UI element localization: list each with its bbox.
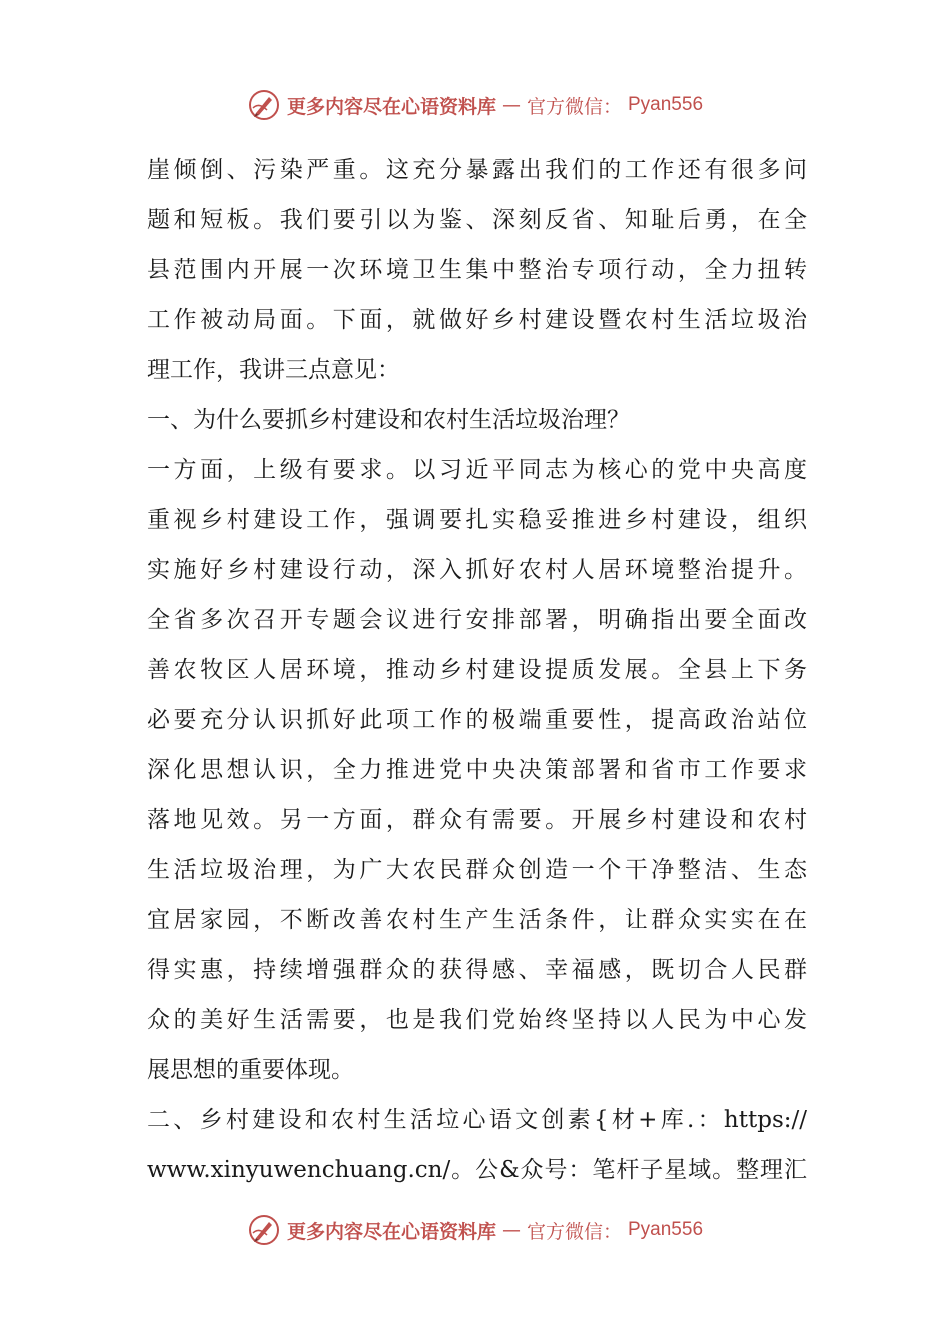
header-watermark: [0, 85, 950, 125]
watermark-official-label: 官方微信：: [526, 95, 622, 118]
body-line: 崖倾倒、污染严重。这充分暴露出我们的工作还有很多问: [147, 157, 807, 183]
watermark-wechat-id: Pyan556: [628, 94, 704, 115]
body-line: 县范围内开展一次环境卫生集中整治专项行动，全力扭转: [147, 257, 807, 283]
body-line: 题和短板。我们要引以为鉴、深刻反省、知耻后勇，在全: [147, 207, 807, 233]
body-line: www.xinyuwenchuang.cn/。公&众号：笔杆子星域。整理汇: [147, 1157, 807, 1183]
body-line: 一方面，上级有要求。以习近平同志为核心的党中央高度: [147, 457, 807, 483]
body-line: 深化思想认识，全力推进党中央决策部署和省市工作要求: [147, 757, 807, 783]
body-line: 必要充分认识抓好此项工作的极端重要性，提高政治站位: [147, 707, 807, 733]
watermark-dash: —: [501, 94, 521, 116]
body-line: 理工作，我讲三点意见：: [147, 357, 400, 383]
document-body: [147, 145, 807, 1195]
body-line: 宜居家园，不断改善农村生产生活条件，让群众实实在在: [147, 907, 807, 933]
body-line: 落地见效。另一方面，群众有需要。开展乡村建设和农村: [147, 807, 807, 833]
watermark-text: 更多内容尽在心语资料库: [286, 1220, 496, 1243]
footer-watermark: [0, 1210, 950, 1250]
watermark-wechat-id: Pyan556: [628, 1219, 704, 1240]
section-heading: 二、乡村建设和农村生活垃心语文创素{材+库.：https://: [147, 1107, 807, 1133]
body-line: 众的美好生活需要，也是我们党始终坚持以人民为中心发: [147, 1007, 807, 1033]
body-line: 善农牧区人居环境，推动乡村建设提质发展。全县上下务: [147, 657, 807, 683]
pen-logo-icon: [247, 88, 281, 122]
section-heading: 一、为什么要抓乡村建设和农村生活垃圾治理？: [147, 407, 630, 433]
watermark-text: 更多内容尽在心语资料库: [286, 95, 496, 118]
body-line: 展思想的重要体现。: [147, 1057, 354, 1083]
body-line: 生活垃圾治理，为广大农民群众创造一个干净整洁、生态: [147, 857, 807, 883]
body-line: 实施好乡村建设行动，深入抓好农村人居环境整治提升。: [147, 557, 807, 583]
pen-logo-icon: [247, 1213, 281, 1247]
body-line: 工作被动局面。下面，就做好乡村建设暨农村生活垃圾治: [147, 307, 807, 333]
watermark-official-label: 官方微信：: [526, 1220, 622, 1243]
body-line: 重视乡村建设工作，强调要扎实稳妥推进乡村建设，组织: [147, 507, 807, 533]
watermark-dash: —: [501, 1219, 521, 1241]
body-line: 全省多次召开专题会议进行安排部署，明确指出要全面改: [147, 607, 807, 633]
body-line: 得实惠，持续增强群众的获得感、幸福感，既切合人民群: [147, 957, 807, 983]
